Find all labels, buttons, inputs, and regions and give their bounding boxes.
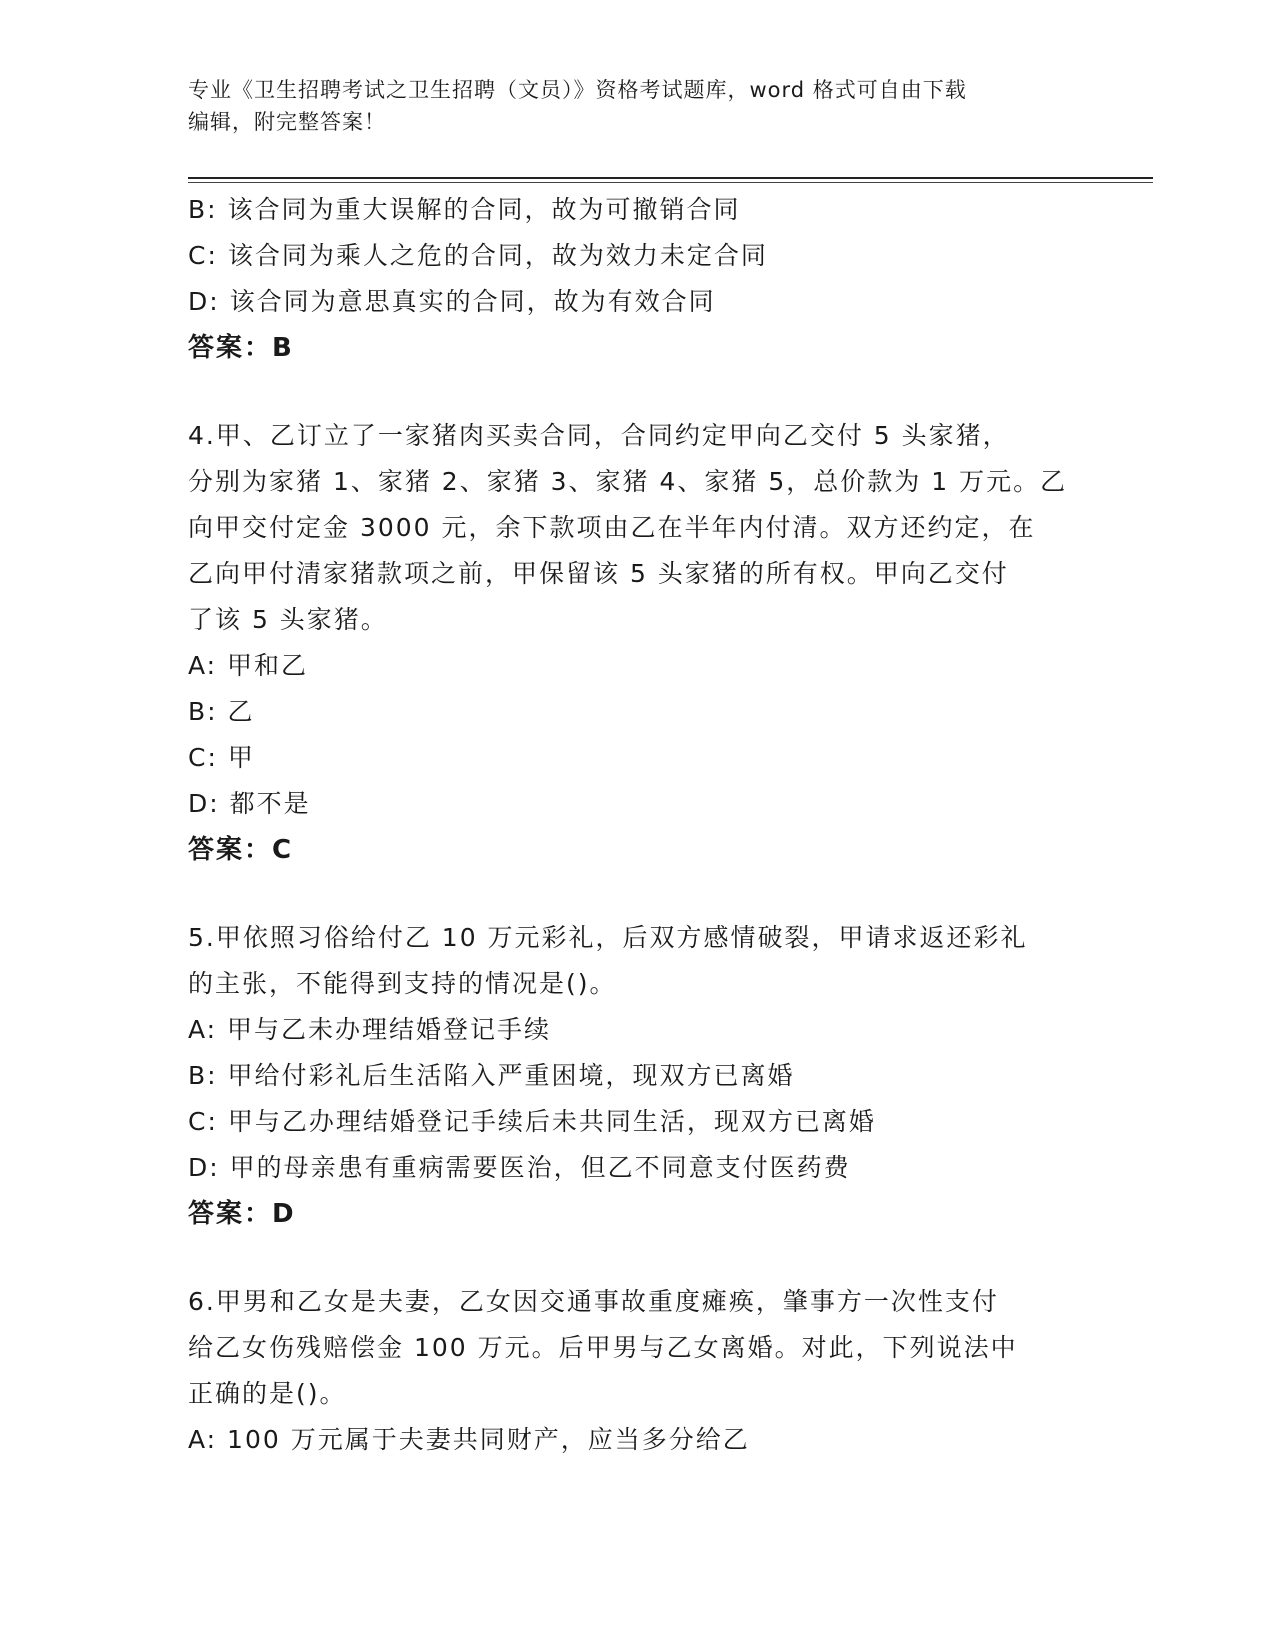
q4-option-c: C: 甲 (188, 743, 255, 772)
question-6 (188, 1279, 1088, 1463)
q6-stem-line-3: 正确的是()。 (188, 1379, 347, 1408)
q4-stem-line-3: 向甲交付定金 3000 元，余下款项由乙在半年内付清。双方还约定，在 (188, 513, 1036, 542)
question-4 (188, 413, 1088, 873)
spacer (188, 873, 1088, 915)
spacer (188, 1237, 1088, 1279)
q4-stem-line-5: 了该 5 头家猪。 (188, 605, 388, 634)
header-line-2: 编辑，附完整答案！ (188, 110, 386, 134)
q6-stem-line-1: 6.甲男和乙女是夫妻，乙女因交通事故重度瘫痪，肇事方一次性支付 (188, 1287, 999, 1316)
question-3 (188, 187, 1088, 371)
header-line-1: 专业《卫生招聘考试之卫生招聘（文员）》资格考试题库，word 格式可自由下载 (188, 78, 967, 102)
q3-option-c: C: 该合同为乘人之危的合同，故为效力未定合同 (188, 241, 768, 270)
q4-stem-line-2: 分别为家猪 1、家猪 2、家猪 3、家猪 4、家猪 5，总价款为 1 万元。乙 (188, 467, 1068, 496)
q6-stem-line-2: 给乙女伤残赔偿金 100 万元。后甲男与乙女离婚。对此，下列说法中 (188, 1333, 1018, 1362)
q4-option-b: B: 乙 (188, 697, 255, 726)
q5-stem-line-1: 5.甲依照习俗给付乙 10 万元彩礼，后双方感情破裂，甲请求返还彩礼 (188, 923, 1028, 952)
q6-option-a: A: 100 万元属于夫妻共同财产，应当多分给乙 (188, 1425, 750, 1454)
spacer (188, 371, 1088, 413)
q5-option-d: D: 甲的母亲患有重病需要医治，但乙不同意支付医药费 (188, 1153, 851, 1182)
q3-option-d: D: 该合同为意思真实的合同，故为有效合同 (188, 287, 716, 316)
header-divider-thick (188, 177, 1153, 179)
q4-option-a: A: 甲和乙 (188, 651, 309, 680)
question-5 (188, 915, 1088, 1237)
q5-option-b: B: 甲给付彩礼后生活陷入严重困境，现双方已离婚 (188, 1061, 795, 1090)
document-body (188, 187, 1088, 1463)
q4-stem-line-4: 乙向甲付清家猪款项之前，甲保留该 5 头家猪的所有权。甲向乙交付 (188, 559, 1009, 588)
q3-option-b: B: 该合同为重大误解的合同，故为可撤销合同 (188, 195, 741, 224)
page-header (188, 74, 1088, 138)
header-divider-thin (188, 182, 1153, 183)
q4-stem-line-1: 4.甲、乙订立了一家猪肉买卖合同，合同约定甲向乙交付 5 头家猪， (188, 421, 1010, 450)
q5-answer: 答案：D (188, 1199, 296, 1229)
q4-option-d: D: 都不是 (188, 789, 311, 818)
q5-option-a: A: 甲与乙未办理结婚登记手续 (188, 1015, 552, 1044)
q3-answer: 答案：B (188, 333, 294, 363)
q5-stem-line-2: 的主张，不能得到支持的情况是()。 (188, 969, 617, 998)
q4-answer: 答案：C (188, 835, 294, 865)
q5-option-c: C: 甲与乙办理结婚登记手续后未共同生活，现双方已离婚 (188, 1107, 876, 1136)
